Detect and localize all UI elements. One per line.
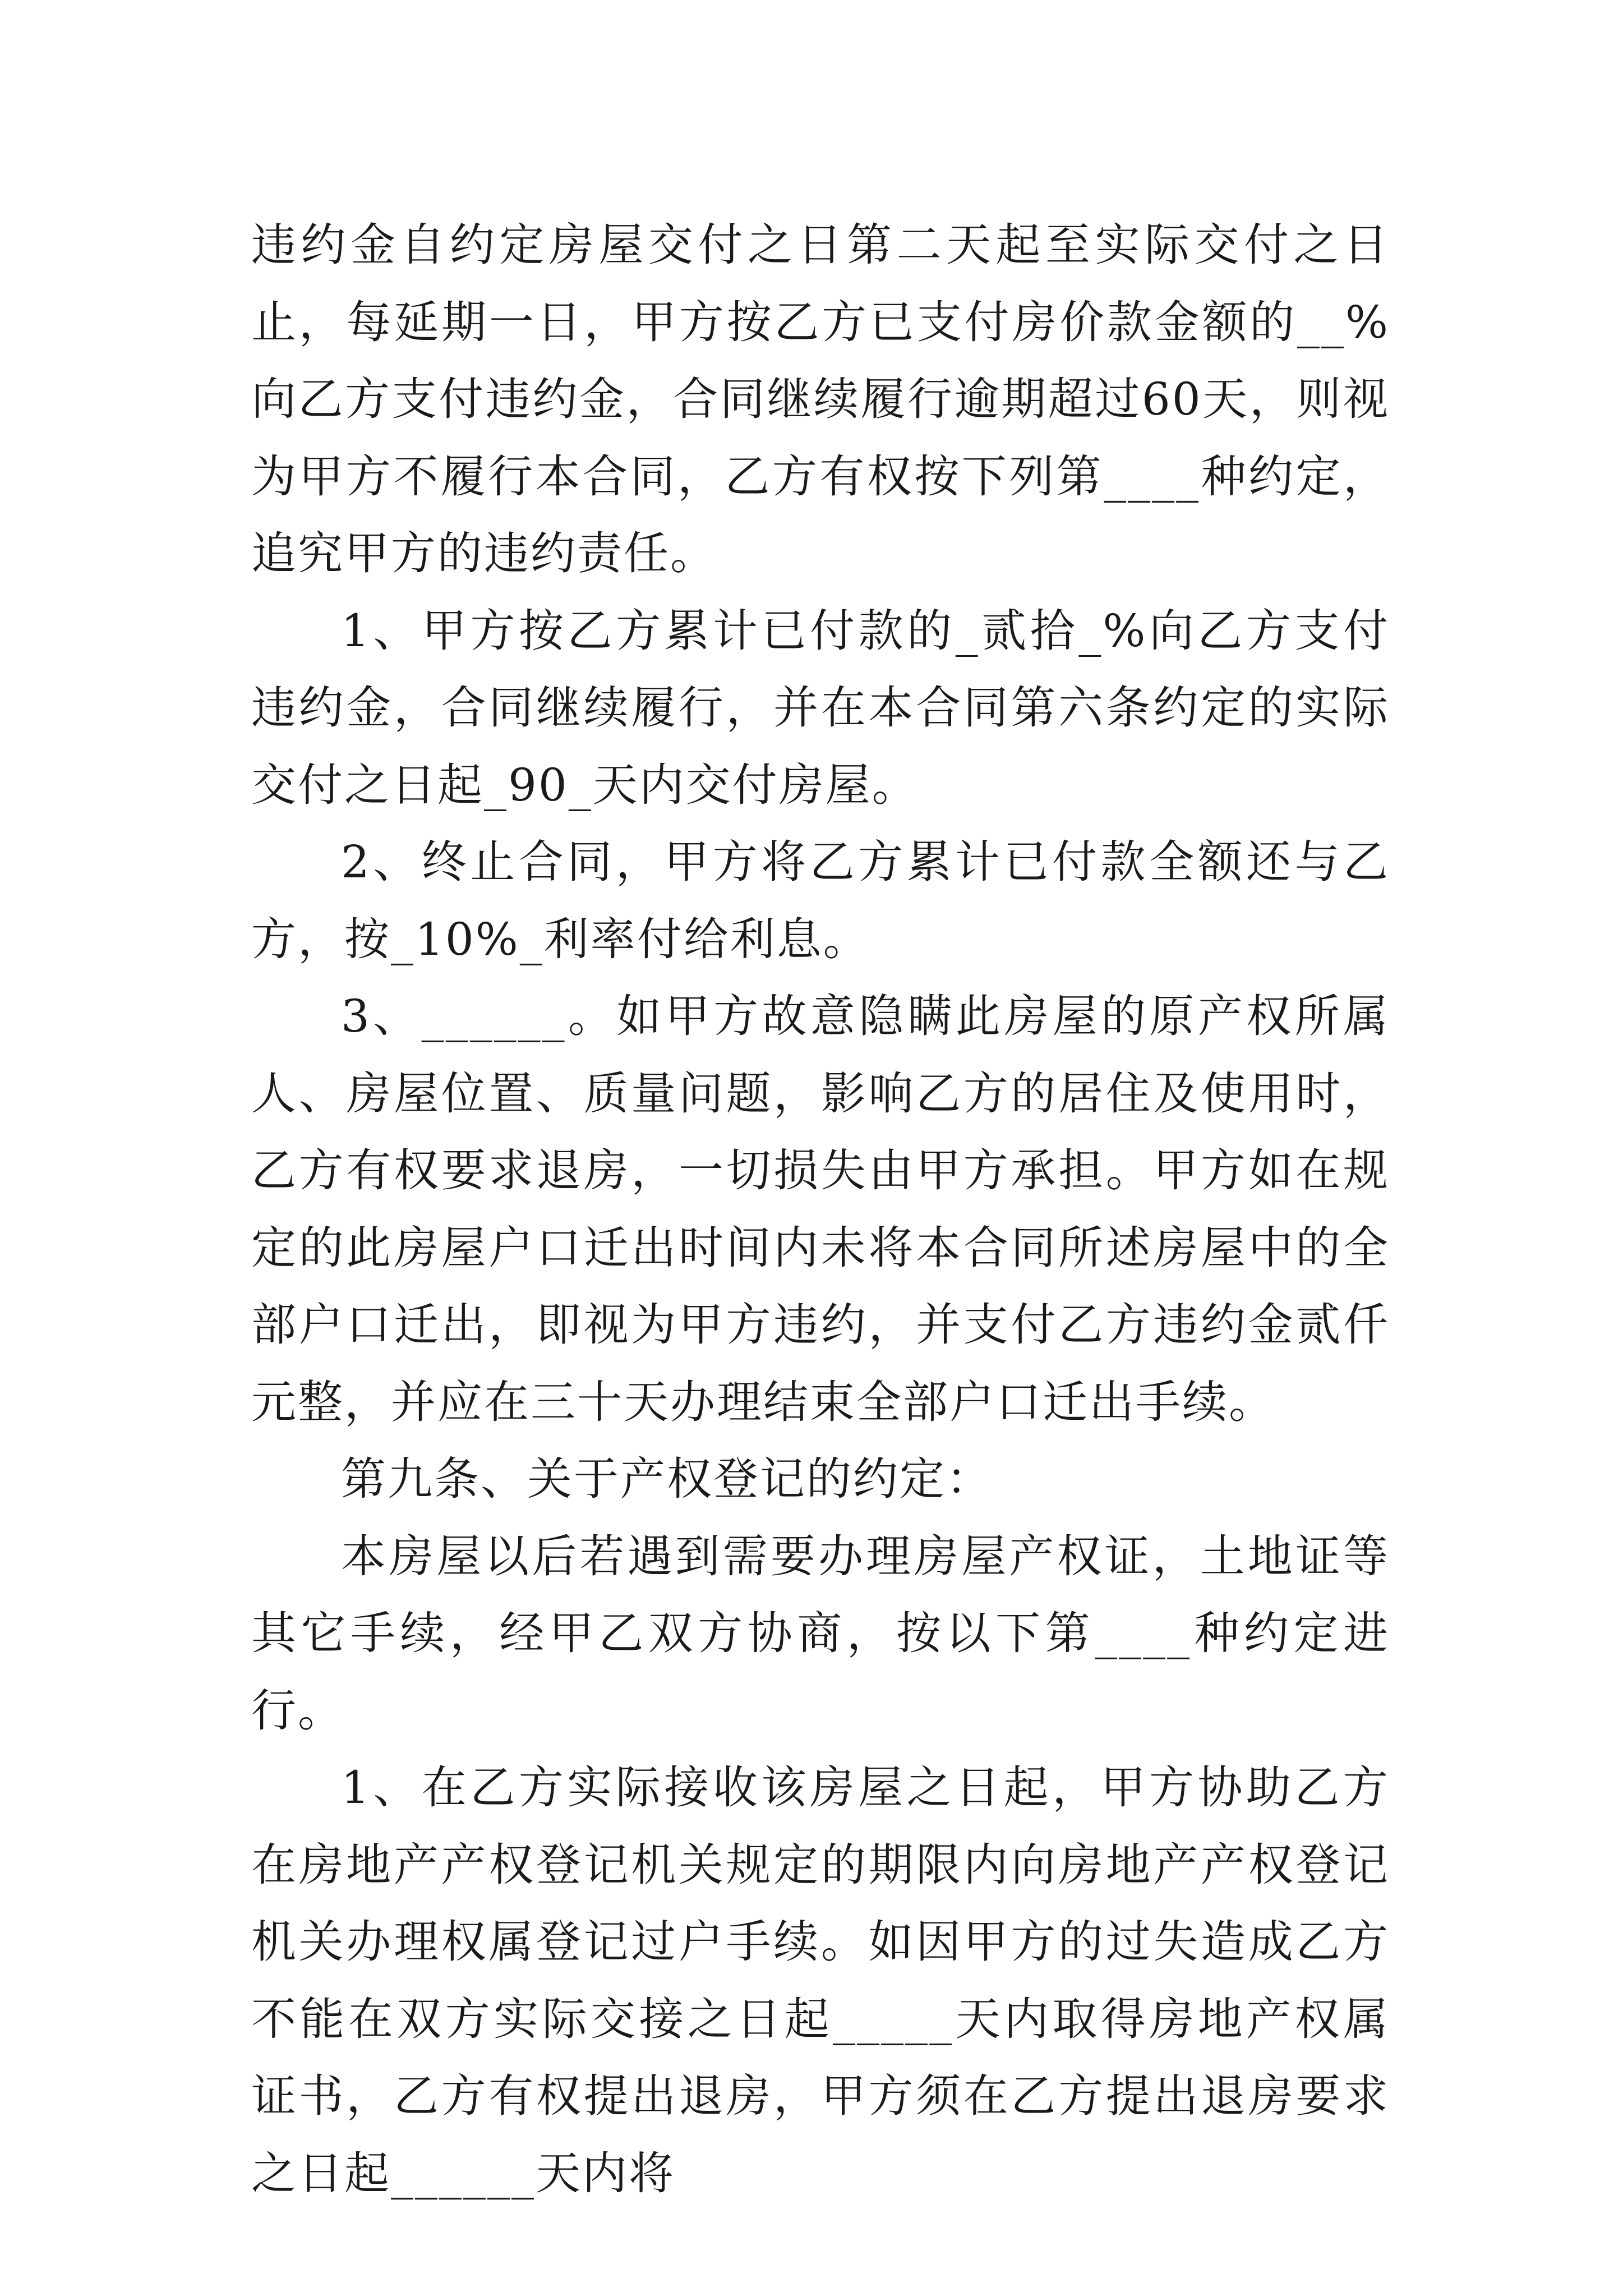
paragraph-option-2-terminate: 2、终止合同，甲方将乙方累计已付款全额还与乙方，按_10%_利率付给利息。: [251, 836, 1390, 965]
paragraph-registration-option-1: 1、在乙方实际接收该房屋之日起，甲方协助乙方在房地产产权登记机关规定的期限内向房地产产权登记机关办理权属登记过户手续。如因甲方的过失造成乙方不能在双方实际交接之日起_____天内取得房地产权属证书，乙方有权提出退房，甲方须在乙方提出退房要求之日起______天内将: [251, 1761, 1390, 2200]
article-9-heading: 第九条、关于产权登记的约定：: [341, 1453, 993, 1505]
paragraph-title-registration: 本房屋以后若遇到需要办理房屋产权证，土地证等其它手续，经甲乙双方协商，按以下第____种约定进行。: [251, 1530, 1390, 1737]
paragraph-option-1-penalty: 1、甲方按乙方累计已付款的_贰拾_%向乙方支付违约金，合同继续履行，并在本合同第六条约定的实际交付之日起_90_天内交付房屋。: [251, 604, 1390, 811]
contract-body: [251, 206, 1390, 2212]
paragraph-option-3-other: 3、______。如甲方故意隐瞒此房屋的原产权所属人、房屋位置、质量问题，影响乙方的居住及使用时，乙方有权要求退房，一切损失由甲方承担。甲方如在规定的此房屋户口迁出时间内未将本合同所述房屋中的全部户口迁出，即视为甲方违约，并支付乙方违约金贰仟元整，并应在三十天办理结束全部户口迁出手续。: [251, 990, 1390, 1428]
paragraph-penalty-continuation: 违约金自约定房屋交付之日第二天起至实际交付之日止，每延期一日，甲方按乙方已支付房价款金额的__%向乙方支付违约金，合同继续履行逾期超过60天，则视为甲方不履行本合同，乙方有权按下列第____种约定，追究甲方的违约责任。: [251, 219, 1390, 579]
